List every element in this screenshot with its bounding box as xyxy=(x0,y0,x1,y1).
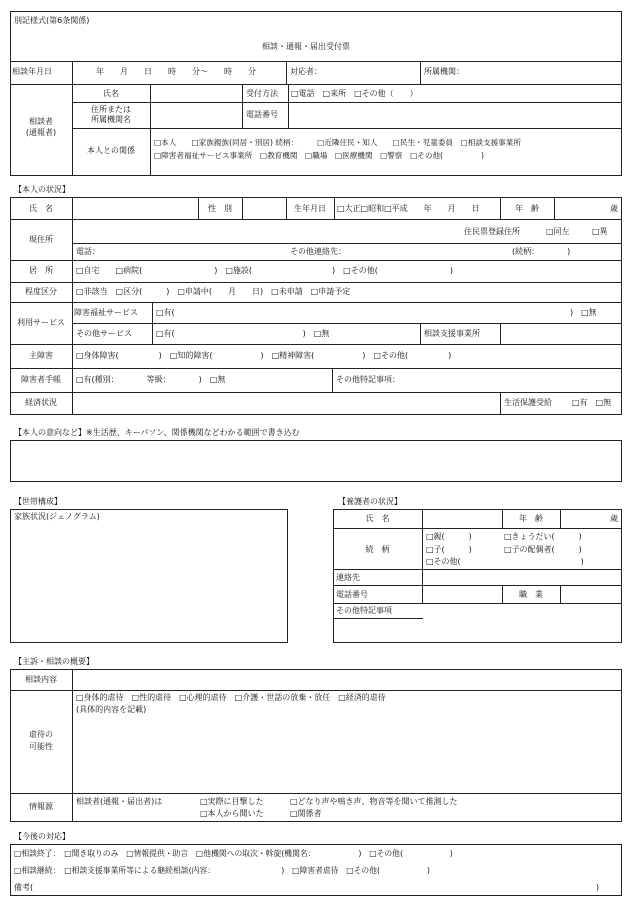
other-contact-label[interactable]: その他連絡先： xyxy=(290,247,346,256)
form-tag: 別記様式(第6条関係) xyxy=(14,16,90,25)
method-options[interactable]: □電話 □来所 □その他（ ） xyxy=(291,89,418,98)
registered-same[interactable]: □同左 xyxy=(546,227,570,236)
reporter-name-label: 氏名 xyxy=(103,89,119,98)
caregiver-name-label: 氏 名 xyxy=(365,514,390,523)
age-label: 年 齢 xyxy=(515,204,539,213)
relation-label: 本人との関係 xyxy=(87,146,135,155)
birth-options[interactable]: □大正□昭和□平成 年 月 日 xyxy=(337,204,480,213)
address-label-1: 住所または xyxy=(91,105,131,114)
residence-options[interactable]: □自宅 □病院( ) □施設( ) □その他( ) xyxy=(76,266,453,275)
welfare-options[interactable]: □有 □無 xyxy=(572,398,612,407)
level-label: 程度区分 xyxy=(25,287,57,296)
caregiver-age-unit: 歳 xyxy=(610,514,618,523)
abuse-note: (具体的内容を記載) xyxy=(76,705,147,714)
source-opt3[interactable]: □本人から聞いた xyxy=(200,809,264,818)
genogram-box[interactable] xyxy=(10,509,288,643)
welfare-service-label: 障害福祉サービス xyxy=(74,308,138,317)
welfare-label: 生活保護受給 xyxy=(504,398,552,407)
person-name-label: 氏 名 xyxy=(29,204,53,213)
caregiver-contact-label: 連絡先 xyxy=(336,573,360,582)
caregiver-section-title: 【養護者の状況】 xyxy=(338,497,402,506)
source-opt2[interactable]: □どなり声や鳴き声、物音等を聞いて推測した xyxy=(290,797,458,806)
abuse-options[interactable]: □身体的虐待 □性的虐待 □心理的虐待 □介護・世話の放棄・放任 □経済的虐待 xyxy=(76,693,386,702)
support-office-label: 相談支援事業所 xyxy=(424,329,480,338)
welfare-service-options[interactable]: □有( xyxy=(156,308,175,317)
address-label: 現住所 xyxy=(29,235,53,244)
household-section-title: 【世帯構成】 xyxy=(14,497,62,506)
date-format[interactable]: 年 月 日 時 分〜 時 分 xyxy=(96,67,256,76)
handbook-options[interactable]: □有(種別： 等級： ) □無 xyxy=(76,375,226,384)
caregiver-rel-3[interactable]: □その他( ) xyxy=(426,557,584,566)
registered-diff[interactable]: □異 xyxy=(592,227,608,236)
future-line2[interactable]: □相談継続： □相談支援事業所等による継続相談(内容： ) □障害者虐待 □その他( ) xyxy=(14,866,430,875)
caregiver-age-label: 年 齢 xyxy=(519,514,543,523)
reporter-phone-label: 電話番号 xyxy=(246,110,278,119)
caregiver-relation-label: 続 柄 xyxy=(365,545,390,554)
content-label: 相談内容 xyxy=(25,675,57,684)
form-title: 相談・通報・届出受付票 xyxy=(262,42,350,51)
intent-box[interactable] xyxy=(10,440,622,482)
caregiver-rel-2b[interactable]: □子の配偶者( ) xyxy=(504,545,582,554)
gender-label: 性 別 xyxy=(208,204,232,213)
relation-paren[interactable]: (続柄： ) xyxy=(512,247,571,256)
future-line3-end: ) xyxy=(596,883,600,892)
source-label: 情報源 xyxy=(29,802,53,811)
reporter-label-1: 相談者 xyxy=(29,117,53,126)
person-section-title: 【本人の状況】 xyxy=(14,185,70,194)
other-notes-label[interactable]: その他特記事項： xyxy=(336,375,400,384)
caregiver-rel-1b[interactable]: □きょうだい( ) xyxy=(504,532,582,541)
birth-label: 生年月日 xyxy=(294,204,326,213)
abuse-label-1: 虐待の xyxy=(29,730,53,739)
future-line1[interactable]: □相談終了： □聞き取りのみ □情報提供・助言 □他機関への取次・斡旋(機関名： ) □その他( ) xyxy=(14,849,453,858)
handbook-label: 障害者手帳 xyxy=(21,375,61,384)
caregiver-rel-2a[interactable]: □子( ) xyxy=(426,545,472,554)
genogram-label: 家族状況(ジェノグラム) xyxy=(14,512,100,521)
disability-label: 主障害 xyxy=(29,351,53,360)
intent-section-title: 【本人の意向など】※生活歴、キーパソン、関係機関などわかる範囲で書き込む xyxy=(14,428,300,437)
service-label: 利用サービス xyxy=(17,318,65,327)
address-label-2: 所属機関名 xyxy=(91,115,131,124)
level-options[interactable]: □非該当 □区分( ) □申請中( 月 日) □未申請 □申請予定 xyxy=(76,287,351,296)
relation-line2[interactable]: □障害者福祉サービス事業所 □教育機関 □職場 □医療機関 □警察 □その他( ) xyxy=(154,151,484,160)
caregiver-job-label: 職 業 xyxy=(519,590,543,599)
other-service-options[interactable]: □有( ) □無 xyxy=(156,329,330,338)
other-service-label: その他サービス xyxy=(76,329,132,338)
future-section-title: 【今後の対応】 xyxy=(14,832,70,841)
source-opt1[interactable]: □実際に目撃した xyxy=(200,797,264,806)
caregiver-notes-label: その他特記事項 xyxy=(336,606,392,615)
source-opt4[interactable]: □関係者 xyxy=(290,809,322,818)
relation-line1[interactable]: □本人 □家族親族(同居・別居) 続柄： □近隣住民・知人 □民生・児童委員 □相談支援事業所 xyxy=(154,138,521,147)
age-unit: 歳 xyxy=(610,204,618,213)
caregiver-block xyxy=(333,509,622,643)
summary-section-title: 【主訴・相談の概要】 xyxy=(14,657,94,666)
reporter-label-2: (通報者) xyxy=(25,128,57,137)
source-prefix: 相談者(通報・届出者)は xyxy=(76,797,163,806)
abuse-label-2: 可能性 xyxy=(29,742,53,751)
disability-options[interactable]: □身体障害( ) □知的障害( ) □精神障害( ) □その他( ) xyxy=(76,351,452,360)
date-label: 相談年月日 xyxy=(12,67,52,76)
future-line3[interactable]: 備考( xyxy=(14,883,34,892)
method-label: 受付方法 xyxy=(246,89,278,98)
welfare-service-none[interactable]: ) □無 xyxy=(570,308,597,317)
residence-label: 居 所 xyxy=(29,266,53,275)
registered-label: 住民票登録住所 xyxy=(464,227,520,236)
caregiver-rel-1a[interactable]: □親( ) xyxy=(426,532,472,541)
phone-label[interactable]: 電話： xyxy=(76,247,100,256)
responder-label[interactable]: 対応者： xyxy=(290,67,322,76)
economy-label: 経済状況 xyxy=(25,398,57,407)
caregiver-phone-label: 電話番号 xyxy=(336,590,368,599)
affiliation-label[interactable]: 所属機関： xyxy=(424,67,464,76)
